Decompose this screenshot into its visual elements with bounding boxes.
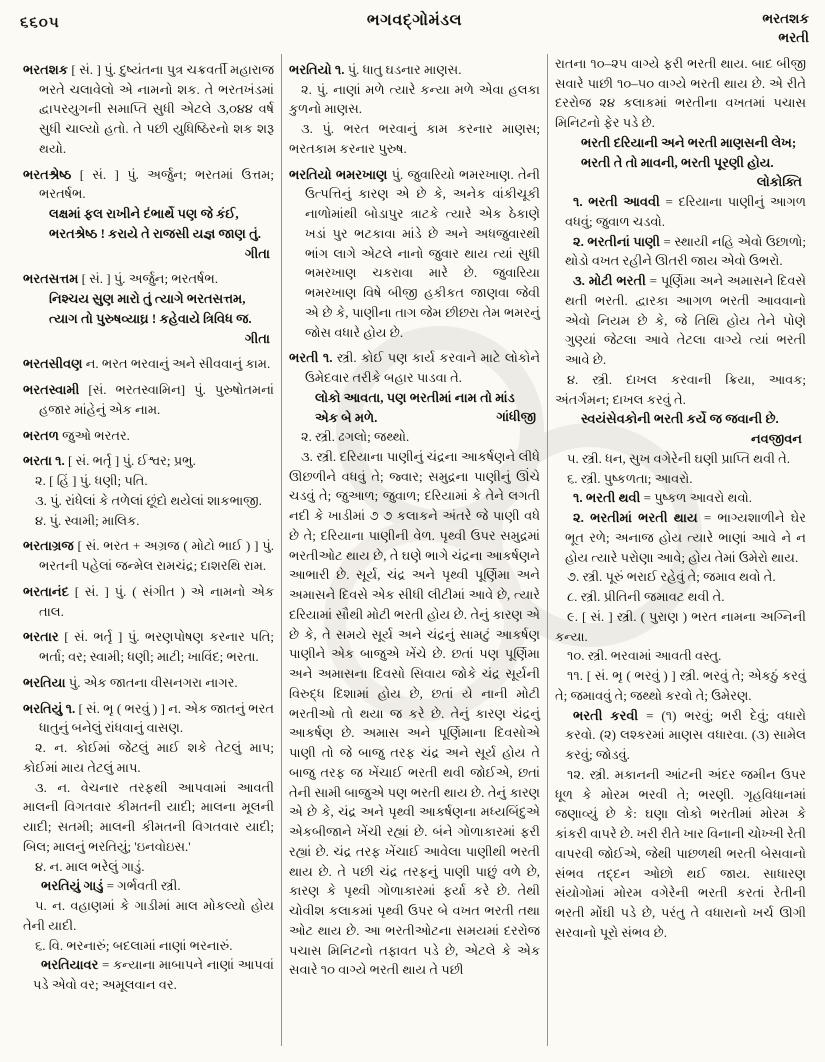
column-2 <box>281 54 547 1046</box>
headword: ભરતશક <box>23 61 68 77</box>
headword: ભરતા ૧. <box>23 453 65 469</box>
dictionary-entry: ભરતાનંદ [ સં. ] પું. ( સંગીત ) એ નામનો એક તાલ. <box>23 583 274 619</box>
headword: ભરતસત્તમ <box>23 271 79 287</box>
idiom-line: ભરતિયાવર = કન્યાના માબાપને નાણાં આપવાં પડે એવો વર; અમૂલવાન વર. <box>33 957 274 993</box>
sense-line: ૨. ન. કોઈમાં જેટલું માઈ શકે તેટલું માપ; કોઈમાં માય તેટલું માપ. <box>23 740 274 775</box>
page-header <box>20 10 809 48</box>
headword: ભરતિયું ગાડું <box>41 878 104 894</box>
headword: ભરતિયો ભમરખાણ <box>289 166 388 182</box>
column-3 <box>547 54 813 1046</box>
headword: ૧. ભરતી આવવી <box>573 194 660 210</box>
dictionary-entry: ભરતાર [ સં. ભર્તૃ ] પું. ભરણપોષણ કરનાર પતિ; ભર્તા; વર; સ્વામી; ધણી; માટી; ખાવિંદ; ભરતા. <box>23 629 274 665</box>
quote-line: ભરતશ્રેષ્ઠ ! કરાયે તે રાજસી યજ્ઞ જાણ તું. <box>49 225 262 241</box>
column-1 <box>16 54 281 1046</box>
dictionary-entry: ભરતિયો ભમરખાણ પું. જુવારિયો ભમરખાણ. તેની ઉત્પત્તિનું કારણ એ છે કે, અનેક વાંકીચૂકી નાળોમાંથી બોડાપુર ત્રાટકે ત્યારે એક ઠેકાણે ખડાં પુર ભટકાવા માંડે છે અને અધજુવારથી ભાંગ લાગે એટલે નાનો જુવાર થાય ત્યાં સુધી ભમરખાણ ચકરાવા મારે છે. જુવારિયા ભમરખાણ વિષે બીજી હકીકત જાણવા જેવી એ છે કે, પાણીના તાગ જેમ છીછરા તેમ ભમરનું જોસ વધારે હોય છે. <box>289 166 540 340</box>
idiom-line: ૧. ભરતી આવવી = દરિયાના પાણીનું આગળ વધવું; જુવાળ ચડવો. <box>565 194 806 229</box>
text-columns <box>16 54 813 1046</box>
book-title: ભગવદ્ગોમંડલ <box>366 12 463 29</box>
sense-line: ૭. સ્ત્રી. પૂરું ભરાઈ રહેવું તે; જમાવ થવો તે. <box>567 569 776 585</box>
dictionary-entry: ભરતિયું ૧. [ સં. ભૃ ( ભરવું ) ] ન. એક જાતનું ભરત ધાતુનું બનેલું રાંધવાનું વાસણ. <box>23 700 274 736</box>
sense-line: ૨. [ હિં ] પું. ધણી; પતિ. <box>35 473 148 489</box>
idiom-line: ૨. ભરતીનાં પાણી = સ્થાયી નહિ એવો ઉછાળો; થોડો વખત રહીને ઊતરી જાય એવો ઉભરો. <box>565 233 806 269</box>
sense-line: ૩. પું. રાંધેલાં કે તળેલાં છૂંદો થયેલાં શાકભાજી. <box>35 492 262 508</box>
guide-word-last: ભરતી <box>778 29 809 45</box>
sense-line: ૮. સ્ત્રી. પ્રીતિની જમાવટ થવી તે. <box>567 589 725 605</box>
headword: ૨. ભરતીનાં પાણી <box>573 233 660 249</box>
quote-line: ભરતી તે તો માવની, ભરતી પૂરણી હોય. <box>581 154 774 170</box>
quote-line: ત્યાગ તો પુરુષવ્યાઘ્ર ! કહેવાયે ત્રિવિધ જ. <box>49 310 252 326</box>
idiom-line: ૩. મોટી ભરતી = પૂર્ણિમા અને અમાસને દિવસે થતી ભરતી. દ્વારકા આગળ ભરતી આવવાનો એવો નિયમ છે કે, જે તિથિ હોય તેને પોણે ગુણ્યાં જેટલા આવે તેટલા વાગ્યે ત્યાં ભરતી આવે છે. <box>565 273 807 368</box>
idiom-line: ૨. ભરતીમાં ભરતી થાય = ભાગ્યશાળીને ઘેર ભૂત રળે; અનાજ હોય ત્યારે ભાણાં આવે ને ન હોય ત્યારે પરોણા આવે; હોય તેમાં ઉમેરો થાય. <box>565 510 806 565</box>
headword: ૩. મોટી ભરતી <box>573 273 646 289</box>
headword: ભરતળ <box>23 427 59 443</box>
headword: ભરતિયો ૧. <box>289 61 345 77</box>
sense-line: ૨. સ્ત્રી. ઢગલો; જથ્થો. <box>301 429 410 445</box>
sense-line: ૬. સ્ત્રી. પુષ્કળતા; આવરો. <box>567 470 693 486</box>
sense-line: ૪. સ્ત્રી. દાખલ કરવાની ક્રિયા, આવક; અંતર્ગમન; દાખલ કરવું તે. <box>555 371 806 407</box>
guide-words <box>462 10 809 48</box>
quote-line: સ્વયંસેવકોની ભરતી કર્યે જ જવાની છે. <box>581 411 779 427</box>
headword: ભરતી કરવી <box>573 707 639 723</box>
dictionary-entry: ભરતસત્તમ [ સં. ] પું. અર્જુન; ભરતર્ષભ. <box>23 271 218 287</box>
attribution: ગીતા <box>244 330 270 346</box>
continued-text: રાતના ૧૦–૨૫ વાગ્યે ફરી ભરતી થાય. બાદ બીજી સવારે પાછી ૧૦–૫૦ વાગ્યે ભરતી થાય છે. એ રીતે દરરોજ ૨૪ કલાકમાં ભરતીના વખતમાં પચાસ મિનિટનો ફેર પડે છે. <box>555 55 806 131</box>
sense-line: ૩. પું. ભરત ભરવાનું કામ કરનાર માણસ; ભરતકામ કરનાર પુરુષ. <box>289 121 540 156</box>
headword: ભરતસીવણ <box>23 356 83 372</box>
headword: ભરતી ૧. <box>289 350 333 366</box>
sense-line: ૨. પું. નાણાં મળે ત્યારે કન્યા મળે એવા હલકા કુળનો માણસ. <box>289 81 540 117</box>
headword: ભરતાગ્રજ <box>23 538 74 554</box>
headword: ભરતિયું ૧. <box>23 700 76 716</box>
sense-line: ૧૨. સ્ત્રી. મકાનની આંટની અંદર જમીન ઉપર ધૂળ કે મોરમ ભરવી તે; ભરણી. ગૃહવિધાનમાં જણાવ્યું છે કે: ઘણા લોકો ભરતીમાં મોરમ કે કાંકરી વાપરે છે. ખરી રીતે ખાર વિનાની ચોખ્ખી રેતી વાપરવી જોઈએ, જેથી પાછળથી ભરતી બેસવાનો સંભવ તદ્દન ઓછો થઈ જાય. સાધારણ સંયોગોમાં મોરમ વગેરેની ભરતી કરતાં રેતીની ભરતી મોંઘી પડે છે, પરંતુ તે વધારાનો ખર્ચ ઊગી સરવાનો પૂરો સંભવ છે. <box>555 766 806 940</box>
page-number: ૬૬૦૫ <box>20 15 60 31</box>
idiom-line: ભરતી કરવી = (૧) ભરવું; ભરી દેવું; વધારો કરવો. (૨) લશ્કરમાં માણસ વધારવા. (૩) સામેલ કરવું; જોડવું. <box>565 707 806 763</box>
sense-line: ૫. સ્ત્રી. ધન, સુખ વગેરેની ઘણી પ્રાપ્તિ થવી તે. <box>567 450 791 466</box>
sense-line: ૩. ન. વેચનાર તરફથી આપવામાં આવતી માલની વિગતવાર કીમતની યાદી; માલના મૂલની યાદી; સતમી; માલની કીમતની વિગતવાર યાદી; બિલ; માલનું ભરતિયું; 'ઇનવોઇસ.' <box>23 779 274 854</box>
sense-line: ૯. [ સં. ] સ્ત્રી. ( પુરાણ ) ભરત નામના અગ્નિની કન્યા. <box>555 608 806 644</box>
dictionary-entry: ભરતશક [ સં. ] પું. દુષ્યંતના પુત્ર ચક્રવર્તી મહારાજ ભરતે ચલાવેલો એ નામનો શક. તે ભરતખંડમાં દ્વાપરયુગની સમાપ્તિ સુધી એટલે ૩,૦૪૪ વર્ષ સુધી ચાલ્યો હતો. તે પછી યુધિષ્ઠિરનો શક શરૂ થયો. <box>23 61 274 156</box>
headword: ભરતશ્રેષ્ઠ <box>23 166 72 182</box>
sense-line: ૧૧. [ સં. ભૃ ( ભરવું ) ] સ્ત્રી. ભરવું તે; એકઠું કરવું તે; જમાવવું તે; જથ્થો કરવો તે; ઉમેરણ. <box>555 668 806 703</box>
headword: ભરતાર <box>23 629 59 645</box>
headword: ભરતસ્વામી <box>23 382 80 398</box>
attribution: નવજીવન <box>751 431 802 447</box>
sense-line: ૪. ન. માલ ભરેલું ગાડું. <box>35 858 145 874</box>
attribution: ગાંધીજી <box>496 409 536 425</box>
attribution: લોકોક્તિ <box>756 174 802 190</box>
sense-line: ૬. વિ. ભરનારું; બદલામાં નાણાં ભરનારું. <box>35 937 233 953</box>
headword: ભરતિયા <box>23 674 66 690</box>
headword: ભરતિયાવર <box>41 957 99 973</box>
quote-line: નિશ્ચય સુણ મારો તું ત્યાગે ભરતસત્તમ, <box>49 291 246 307</box>
quote-line: લોકો આવતા, પણ ભરતીમાં નામ તો માંડ એક બે મળે. <box>315 389 515 425</box>
dictionary-entry: ભરતળ જુઓ ભરતર. <box>23 427 130 443</box>
attribution: ગીતા <box>244 245 270 261</box>
idiom-line: ભરતિયું ગાડું = ગર્ભવતી સ્ત્રી. <box>41 878 181 894</box>
guide-word-first: ભરતશક <box>762 11 809 26</box>
quote-line: લક્ષમાં ફલ રાખીને દંભાર્થે પણ જે કંઈ, <box>49 206 239 222</box>
sense-line: ૫. ન. વહાણમાં કે ગાડીમાં માલ મોકલ્યો હોય તેની યાદી. <box>23 898 274 933</box>
quote-line: ભરતી દરિયાની અને ભરતી માણસની લેખ; <box>581 134 797 150</box>
idiom-line: ૧. ભરતી થવી = પુષ્કળ આવરો થવો. <box>573 490 753 506</box>
dictionary-entry: ભરતિયા પું. એક જાતના વીસનગરા નાગર. <box>23 674 238 690</box>
sense-line: ૪. પું. સ્વામી; માલિક. <box>35 512 140 528</box>
dictionary-entry: ભરતા ૧. [ સં. ભર્તૃ ] પું. ઈશ્વર; પ્રભુ. <box>23 453 196 469</box>
headword: ૧. ભરતી થવી <box>573 490 641 506</box>
dictionary-entry: ભરતાગ્રજ [ સં. ભરત + અગ્રજ ( મોટો ભાઈ ) ] પું. ભરતની પહેલાં જન્મેલ રામચંદ્ર; દાશરથિ રામ. <box>23 538 274 574</box>
dictionary-entry: ભરતી ૧. સ્ત્રી. કોઈ પણ કાર્ય કરવાને માટે લોકોને ઉમેદવાર તરીકે બહાર પાડવા તે. <box>289 350 541 386</box>
dictionary-entry: ભરતસ્વામી [સં. ભરતસ્વામિન] પું. પુરુષોતમનાં હજાર માંહેનું એક નામ. <box>23 382 274 417</box>
headword: ભરતાનંદ <box>23 583 69 599</box>
dictionary-entry: ભરતશ્રેષ્ઠ [ સં. ] પું. અર્જુન; ભરતમાં ઉત્તમ; ભરતર્ષભ. <box>23 166 274 202</box>
dictionary-entry: ભરતસીવણ ન. ભરત ભરવાનું અને સીવવાનું કામ. <box>23 356 271 372</box>
sense-line: ૧૦. સ્ત્રી. ભરવામાં આવતી વસ્તુ. <box>567 648 722 664</box>
sense-line: ૩. સ્ત્રી. દરિયાના પાણીનું ચંદ્રના આકર્ષણને લીધે ઊછળીને વધવું તે; જ્વાર; સમુદ્રના પાણીનું ઊંચે ચડવું તે; જુઆળ; જુવાળ; દરિયામાં કે તેને લગતી નદી કે ખાડીમાં ૭ ૭ કલાકને અંતરે જે પાણી વધે છે તે; દરિયાના પાણીની વેળ. પૃથ્વી ઉપર સમુદ્રમાં ભરતીઓટ થાય છે, તે ઘણે ભાગે ચંદ્રના આકર્ષણને આભારી છે. સૂર્ય, ચંદ્ર અને પૃથ્વી પૂર્ણિમા અને અમાસને દિવસે એક સીધી લીટીમાં આવે છે, ત્યારે દરિયામાં સૌથી મોટી ભરતી હોય છે. તેનું કારણ એ છે કે, તે સમયે સૂર્ય અને ચંદ્રનું સામટું આકર્ષણ પાણીને એક બાજુએ ખેંચે છે. છતાં પણ પૂર્ણિમા અને અમાસના દિવસો સિવાય જોકે ચંદ્ર સૂર્યની વિરુદ્ધ દિશામાં હોય છે, છતાં યે નાની મોટી ભરતીઓ તો થયા જ કરે છે. તેનું કારણ ચંદ્રનું આકર્ષણ છે. અમાસ અને પૂર્ણિમાના દિવસોએ પાણી તો જે બાજુ તરફ ચંદ્ર અને સૂર્ય હોય તે બાજુ તરફ જ ખેંચાઈ ભરતી થવી જોઈએ, છતાં તેની સામી બાજુએ પણ ભરતી થાય છે. તેનું કારણ એ છે કે, ચંદ્ર અને પૃથ્વી આકર્ષણના મધ્યબિંદુએ એકબીજાને ખેંચી રહ્યાં છે. બંને ગોળાકારમાં ફરી રહ્યાં છે. ચંદ્ર તરફ ખેંચાઈ આવેલા પાણીથી ભરતી થાય છે. તે પછી ચંદ્ર તરફનું પાણી પાછું વળે છે, કારણ કે પૃથ્વી ગોળાકારમાં ફર્યા કરે છે. તેથી ચોવીશ કલાકમાં પૃથ્વી ઉપર બે વખત ભરતી તથા ઓટ થાય છે. આ ભરતીઓટના સમયમાં દરરોજ પચાસ મિનિટનો તફાવત પડે છે, એટલે કે એક સવારે ૧૦ વાગ્યે ભરતી થાય તે પછી <box>289 448 540 978</box>
dictionary-entry: ભરતિયો ૧. પું. ધાતુ ઘડનાર માણસ. <box>289 61 462 77</box>
headword: ૨. ભરતીમાં ભરતી થાય <box>573 510 698 526</box>
